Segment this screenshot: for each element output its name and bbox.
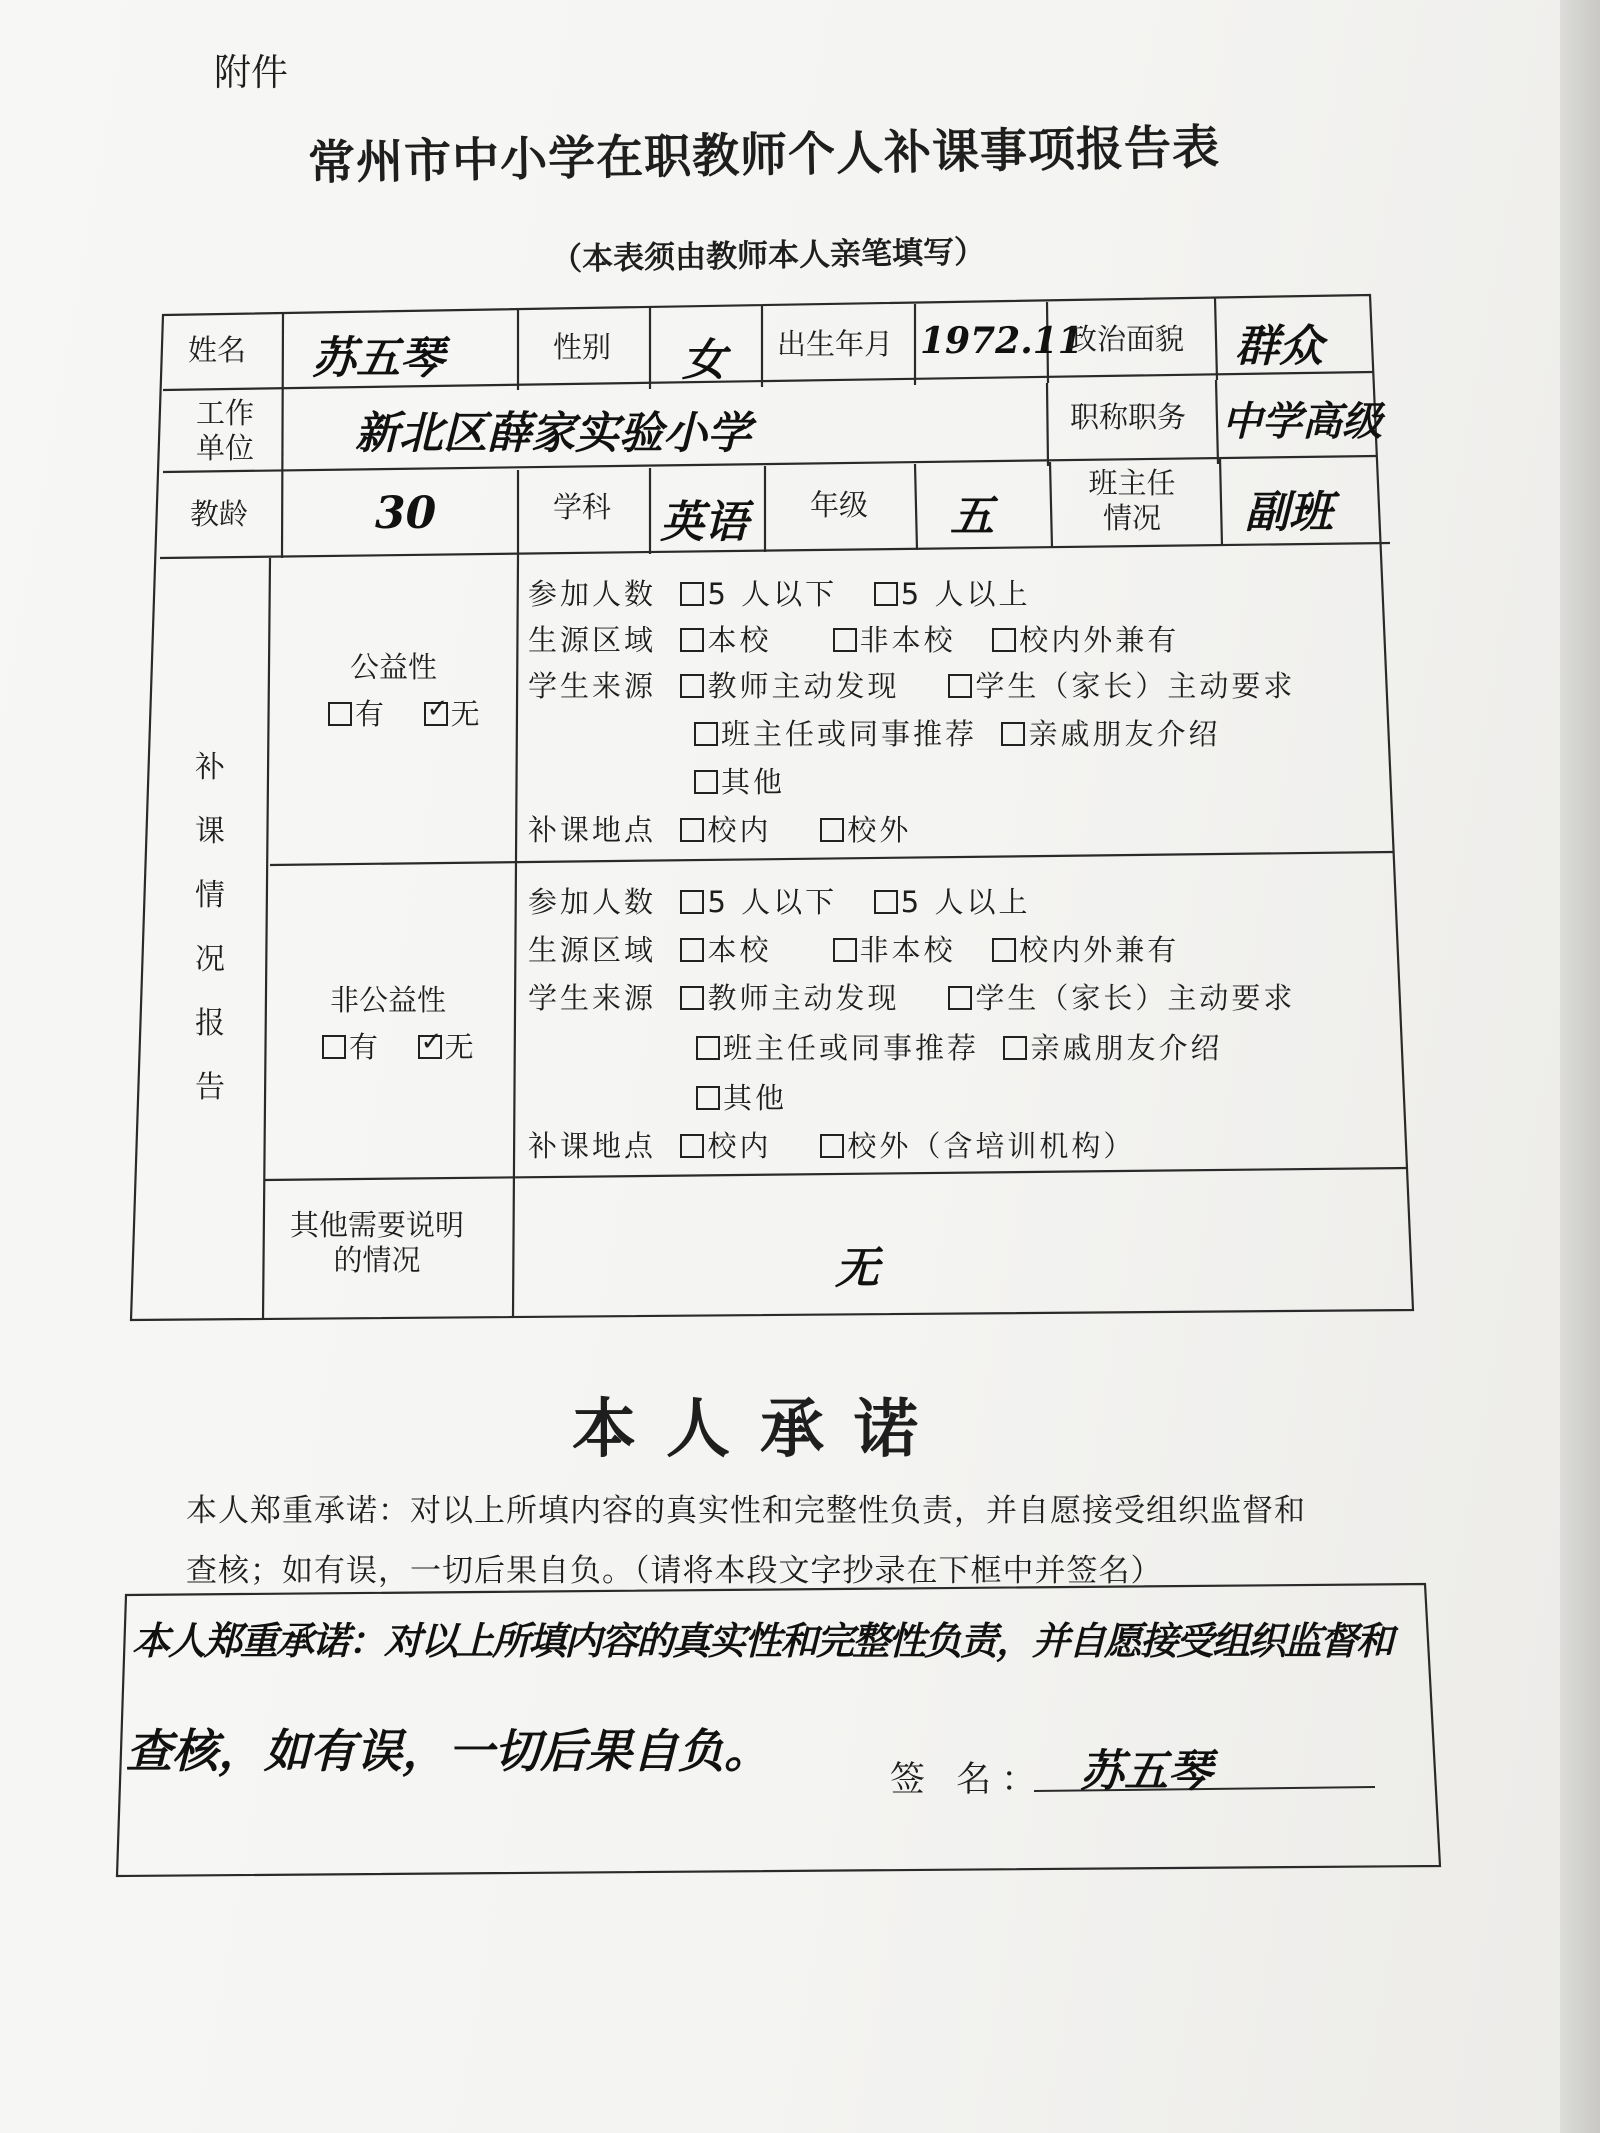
birth-value: 1972.11: [920, 320, 1083, 362]
option-label: 5 人以下: [707, 885, 838, 919]
option-label: 本校: [707, 933, 772, 967]
option-label: 其他: [721, 765, 786, 799]
side-char: 课: [195, 814, 225, 849]
option-label: 5 人以上: [900, 885, 1031, 919]
nonpublic-yes-label: 有: [349, 1030, 382, 1064]
option-label: 本校: [707, 623, 772, 657]
form-title: 常州市中小学在职教师个人补课事项报告表: [307, 120, 1221, 191]
option-label: 亲戚朋友介绍: [1030, 1031, 1223, 1065]
signature-value[interactable]: 苏五琴: [1080, 1746, 1212, 1797]
public-yes-label: 有: [355, 697, 388, 731]
years-value: 30: [375, 488, 437, 539]
region-label: 生源区域: [528, 933, 657, 967]
attachment-label: 附件: [214, 51, 288, 94]
gender-value: 女: [682, 335, 726, 386]
side-char: 告: [195, 1070, 225, 1105]
option-label: 学生（家长）主动要求: [975, 669, 1296, 703]
option-label: 其他: [723, 1081, 788, 1115]
promise-title: 本人承诺: [572, 1392, 948, 1467]
form-subtitle: （本表须由教师本人亲笔填写）: [550, 234, 986, 278]
nonpublic-label: 非公益性: [330, 983, 447, 1017]
option-label: 学生（家长）主动要求: [975, 981, 1296, 1015]
subject-label: 学科: [553, 490, 612, 524]
source-label: 学生来源: [528, 981, 657, 1015]
birth-label: 出生年月: [777, 327, 894, 361]
option-label: 校外: [847, 813, 912, 847]
headteacher-value: 副班: [1245, 487, 1333, 538]
source-label: 学生来源: [528, 669, 657, 703]
work-unit-label: 工作单位: [195, 396, 254, 465]
region-label: 生源区域: [528, 623, 657, 657]
option-label: 校外（含培训机构）: [847, 1129, 1136, 1163]
place-label: 补课地点: [528, 1129, 657, 1163]
option-label: 非本校: [859, 933, 956, 967]
politics-value: 群众: [1235, 321, 1323, 372]
copied-statement-line2: 查核，如有误，一切后果自负。: [126, 1724, 770, 1778]
option-label: 5 人以下: [707, 577, 838, 611]
option-label: 校内: [707, 1129, 772, 1163]
count-label: 参加人数: [528, 885, 657, 919]
side-char: 情: [195, 878, 225, 913]
gender-label: 性别: [553, 330, 612, 364]
option-label: 教师主动发现: [707, 981, 900, 1015]
other-notes-line: 的情况: [333, 1242, 421, 1277]
option-label: 校内外兼有: [1019, 623, 1180, 657]
option-label: 亲戚朋友介绍: [1028, 717, 1221, 751]
option-label: 班主任或同事推荐: [721, 717, 978, 751]
politics-label: 政治面貌: [1068, 322, 1185, 356]
count-label: 参加人数: [528, 577, 657, 611]
public-no-label: 无: [450, 697, 483, 731]
copied-statement-line1: 本人郑重承诺：对以上所填内容的真实性和完整性负责，并自愿接受组织监督和: [132, 1618, 1393, 1663]
other-notes-value: 无: [835, 1243, 879, 1294]
public-label: 公益性: [350, 650, 438, 684]
subject-value: 英语: [660, 497, 748, 548]
years-label: 教龄: [190, 497, 249, 531]
option-label: 教师主动发现: [707, 669, 900, 703]
side-char: 报: [195, 1006, 225, 1041]
name-value: 苏五琴: [312, 333, 444, 384]
option-label: 校内外兼有: [1019, 933, 1180, 967]
promise-statement-line1: 本人郑重承诺：对以上所填内容的真实性和完整性负责，并自愿接受组织监督和: [186, 1493, 1306, 1529]
option-label: 5 人以上: [900, 577, 1031, 611]
place-label: 补课地点: [528, 813, 657, 847]
side-char: 补: [195, 750, 225, 785]
signature-label: 签 名：: [890, 1760, 1047, 1800]
grade-label: 年级: [810, 488, 869, 522]
nonpublic-no-label: 无: [444, 1030, 477, 1064]
position-label: 职称职务: [1070, 400, 1187, 434]
headteacher-label: 班主任情况: [1088, 466, 1176, 535]
position-value: 中学高级: [1222, 398, 1382, 445]
name-label: 姓名: [188, 333, 247, 367]
side-char: 况: [195, 942, 225, 977]
other-notes-line: 其他需要说明: [290, 1208, 465, 1242]
option-label: 校内: [707, 813, 772, 847]
option-label: 班主任或同事推荐: [723, 1031, 980, 1065]
work-unit-value: 新北区薛家实验小学: [355, 408, 751, 459]
grade-value: 五: [950, 491, 994, 542]
promise-statement-line2: 查核；如有误，一切后果自负。（请将本段文字抄录在下框中并签名）: [186, 1553, 1163, 1589]
option-label: 非本校: [859, 623, 956, 657]
